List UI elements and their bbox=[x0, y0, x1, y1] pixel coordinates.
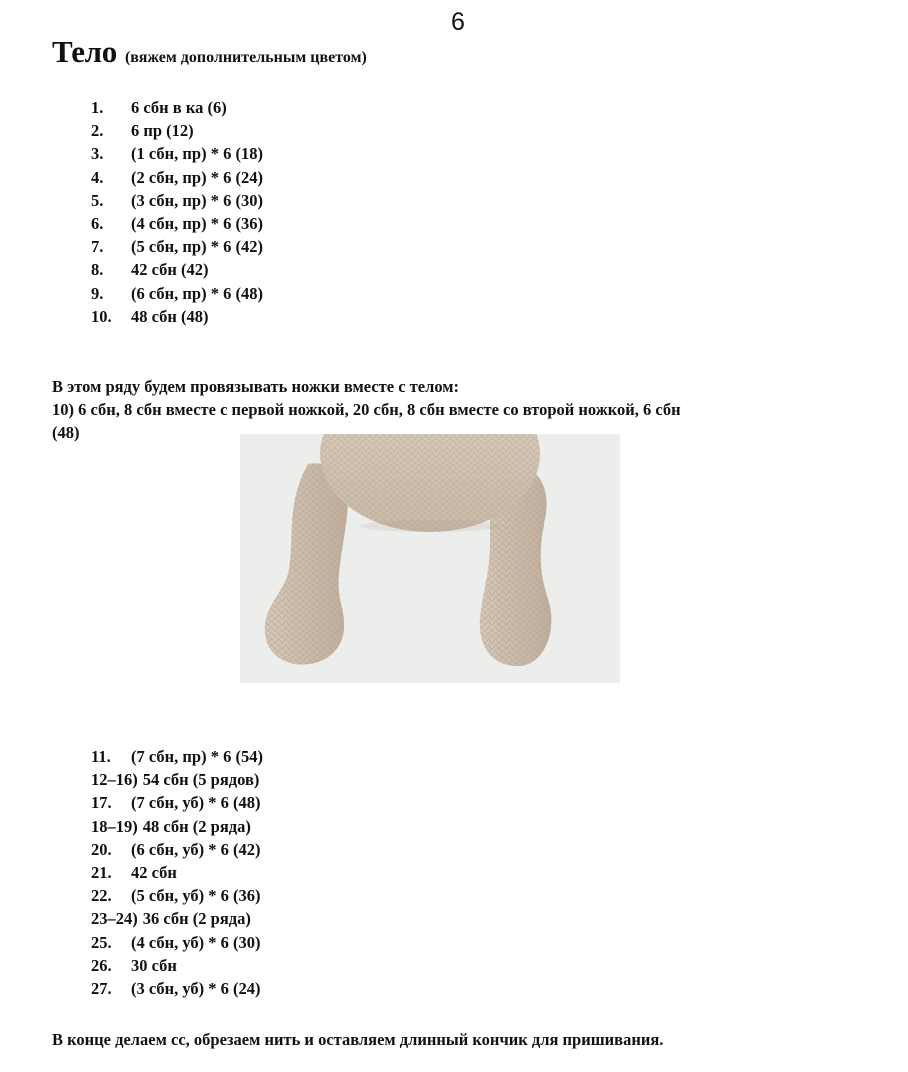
rows-list-part1 bbox=[91, 96, 263, 328]
row-text: 42 сбн (42) bbox=[131, 260, 209, 280]
row-number: 20. bbox=[91, 839, 112, 859]
row-number: 17. bbox=[91, 793, 112, 813]
row-number: 10. bbox=[91, 306, 112, 326]
row-item bbox=[91, 119, 263, 142]
row-text: (5 сбн, уб) * 6 (36) bbox=[131, 886, 261, 906]
legs-intro-line2: 10) 6 сбн, 8 сбн вместе с первой ножкой, 20 сбн, 8 сбн вместе со второй ножкой, 6 сбн bbox=[52, 400, 681, 419]
row-text: 6 пр (12) bbox=[131, 121, 194, 141]
row-item bbox=[91, 931, 263, 954]
rows-list-part2 bbox=[91, 745, 263, 1000]
row-number: 9. bbox=[91, 283, 104, 303]
finishing-note: В конце делаем сс, обрезаем нить и оставляем длинный кончик для пришивания. bbox=[52, 1030, 664, 1049]
row-item bbox=[91, 815, 263, 838]
row-number: 21. bbox=[91, 862, 112, 882]
row-item bbox=[91, 212, 263, 235]
row-number: 22. bbox=[91, 886, 112, 906]
row-text: (7 сбн, уб) * 6 (48) bbox=[131, 793, 261, 813]
row-text: 54 сбн (5 рядов) bbox=[142, 770, 260, 790]
crochet-legs-photo bbox=[240, 434, 620, 683]
row-item bbox=[91, 142, 263, 165]
row-text: 6 сбн в ка (6) bbox=[131, 98, 227, 117]
row-number: 7. bbox=[91, 237, 104, 257]
row-number: 6. bbox=[91, 213, 104, 233]
row-text: 48 сбн (48) bbox=[131, 306, 209, 326]
row-text: 48 сбн (2 ряда) bbox=[142, 816, 251, 836]
row-item bbox=[91, 305, 263, 328]
legs-intro-line1: В этом ряду будем провязывать ножки вместе с телом: bbox=[52, 377, 460, 396]
row-item bbox=[91, 745, 263, 768]
row-number: 3. bbox=[91, 144, 104, 164]
crochet-body-illustration bbox=[240, 434, 620, 683]
row-number: 18–19) bbox=[91, 816, 138, 836]
row-text: 30 сбн bbox=[131, 955, 177, 975]
row-text: (6 сбн, уб) * 6 (42) bbox=[131, 839, 261, 859]
row-text: (6 сбн, пр) * 6 (48) bbox=[131, 283, 263, 303]
row-item bbox=[91, 189, 263, 212]
row-text: (2 сбн, пр) * 6 (24) bbox=[131, 167, 263, 187]
row-text: (7 сбн, пр) * 6 (54) bbox=[131, 747, 263, 766]
row-item bbox=[91, 235, 263, 258]
row-number: 5. bbox=[91, 190, 104, 210]
row-number: 27. bbox=[91, 978, 112, 998]
section-title: Тело bbox=[52, 34, 117, 69]
section-heading bbox=[52, 34, 367, 70]
row-text: (3 сбн, уб) * 6 (24) bbox=[131, 978, 261, 998]
row-text: (3 сбн, пр) * 6 (30) bbox=[131, 190, 263, 210]
row-number: 1. bbox=[91, 98, 104, 117]
row-number: 12–16) bbox=[91, 770, 138, 790]
row-text: (5 сбн, пр) * 6 (42) bbox=[131, 237, 263, 257]
row-number: 4. bbox=[91, 167, 104, 187]
row-number: 23–24) bbox=[91, 909, 138, 929]
row-item bbox=[91, 96, 263, 119]
row-text: 42 сбн bbox=[131, 862, 177, 882]
row-item bbox=[91, 977, 263, 1000]
row-item bbox=[91, 258, 263, 281]
row-item bbox=[91, 884, 263, 907]
row-item bbox=[91, 282, 263, 305]
row-text: (4 сбн, уб) * 6 (30) bbox=[131, 932, 261, 952]
row-number: 2. bbox=[91, 121, 104, 141]
row-number: 11. bbox=[91, 747, 111, 766]
row-text: (4 сбн, пр) * 6 (36) bbox=[131, 213, 263, 233]
row-item bbox=[91, 954, 263, 977]
row-number: 8. bbox=[91, 260, 104, 280]
legs-intro-line3: (48) bbox=[52, 423, 80, 442]
row-number: 25. bbox=[91, 932, 112, 952]
row-text: (1 сбн, пр) * 6 (18) bbox=[131, 144, 263, 164]
row-item bbox=[91, 861, 263, 884]
row-item bbox=[91, 791, 263, 814]
row-item bbox=[91, 166, 263, 189]
row-item bbox=[91, 907, 263, 930]
row-number: 26. bbox=[91, 955, 112, 975]
row-text: 36 сбн (2 ряда) bbox=[142, 909, 251, 929]
row-item bbox=[91, 768, 263, 791]
row-item bbox=[91, 838, 263, 861]
section-subtitle: (вяжем дополнительным цветом) bbox=[124, 49, 367, 66]
page-number: 6 bbox=[451, 8, 465, 36]
